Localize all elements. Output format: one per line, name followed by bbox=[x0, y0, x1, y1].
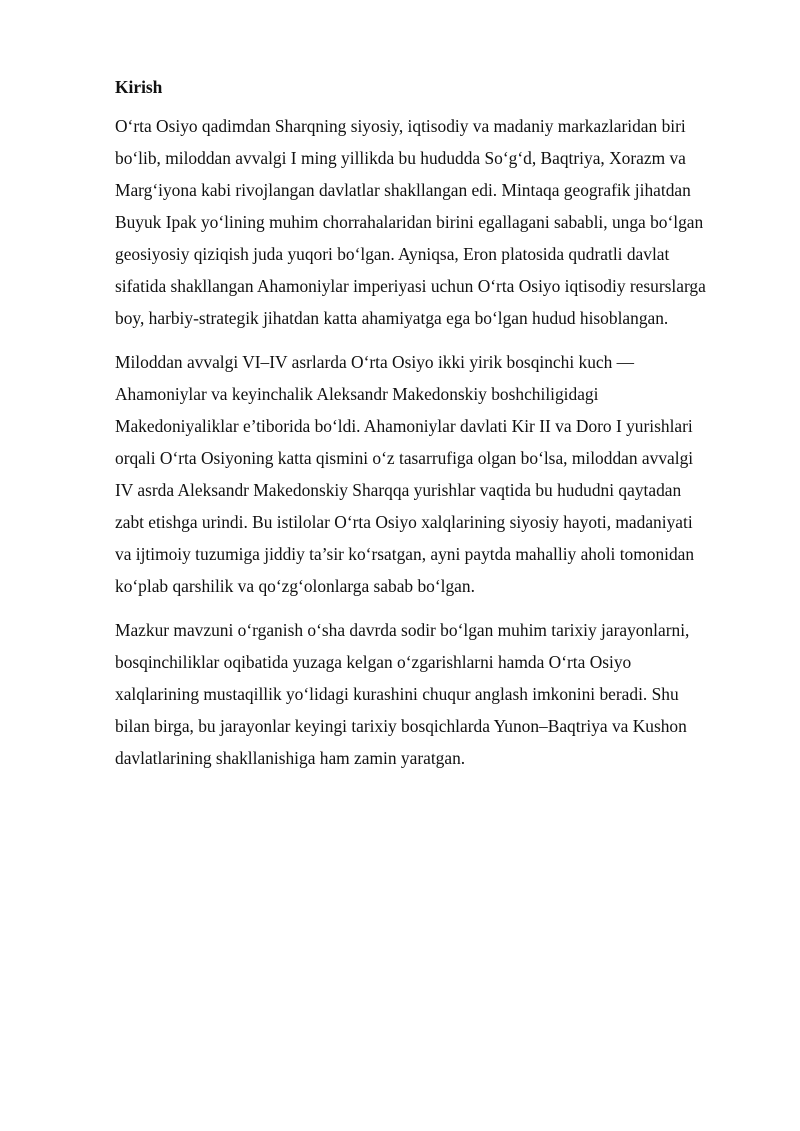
section-heading: Kirish bbox=[115, 77, 163, 97]
paragraph-intro: O‘rta Osiyo qadimdan Sharqning siyosiy, iqtisodiy va madaniy markazlaridan biri bo‘lib, miloddan avvalgi I ming yillikda bu hududda So‘g‘d, Baqtriya, Xorazm va Marg‘iyona kabi rivojlangan davlatlar shakllangan edi. Mintaqa geografik jihatdan Buyuk Ipak yo‘lining muhim chorrahalaridan birini egallagani sababli, unga bo‘lgan geosiyosiy qiziqish juda yuqori bo‘lgan. Ayniqsa, Eron platosida qudratli davlat sifatida shakllangan Ahamoniylar imperiyasi uchun O‘rta Osiyo iqtisodiy resurslarga boy, harbiy-strategik jihatdan katta ahamiyatga ega bo‘lgan hudud hisoblangan. bbox=[115, 116, 706, 328]
paragraph-conquests: Miloddan avvalgi VI–IV asrlarda O‘rta Osiyo ikki yirik bosqinchi kuch — Ahamoniylar va keyinchalik Aleksandr Makedonskiy boshchiligidagi Makedoniyaliklar e’tiborida bo‘ldi. Ahamoniylar davlati Kir II va Doro I yurishlari orqali O‘rta Osiyoning katta qismini o‘z tasarrufiga olgan bo‘lsa, miloddan avvalgi IV asrda Aleksandr Makedonskiy Sharqqa yurishlar vaqtida bu hududni qaytadan zabt etishga urindi. Bu istilolar O‘rta Osiyo xalqlarining siyosiy hayoti, madaniyati va ijtimoiy tuzumiga jiddiy ta’sir ko‘rsatgan, ayni paytda mahalliy aholi tomonidan ko‘plab qarshilik va qo‘zg‘olonlarga sabab bo‘lgan. bbox=[115, 352, 695, 596]
paragraph-significance: Mazkur mavzuni o‘rganish o‘sha davrda sodir bo‘lgan muhim tarixiy jarayonlarni, bosqinchiliklar oqibatida yuzaga kelgan o‘zgarishlarni hamda O‘rta Osiyo xalqlarining mustaqillik yo‘lidagi kurashini chuqur anglash imkonini beradi. Shu bilan birga, bu jarayonlar keyingi tarixiy bosqichlarda Yunon–Baqtriya va Kushon davlatlarining shakllanishiga ham zamin yaratgan. bbox=[115, 620, 690, 768]
document-body bbox=[115, 74, 710, 786]
